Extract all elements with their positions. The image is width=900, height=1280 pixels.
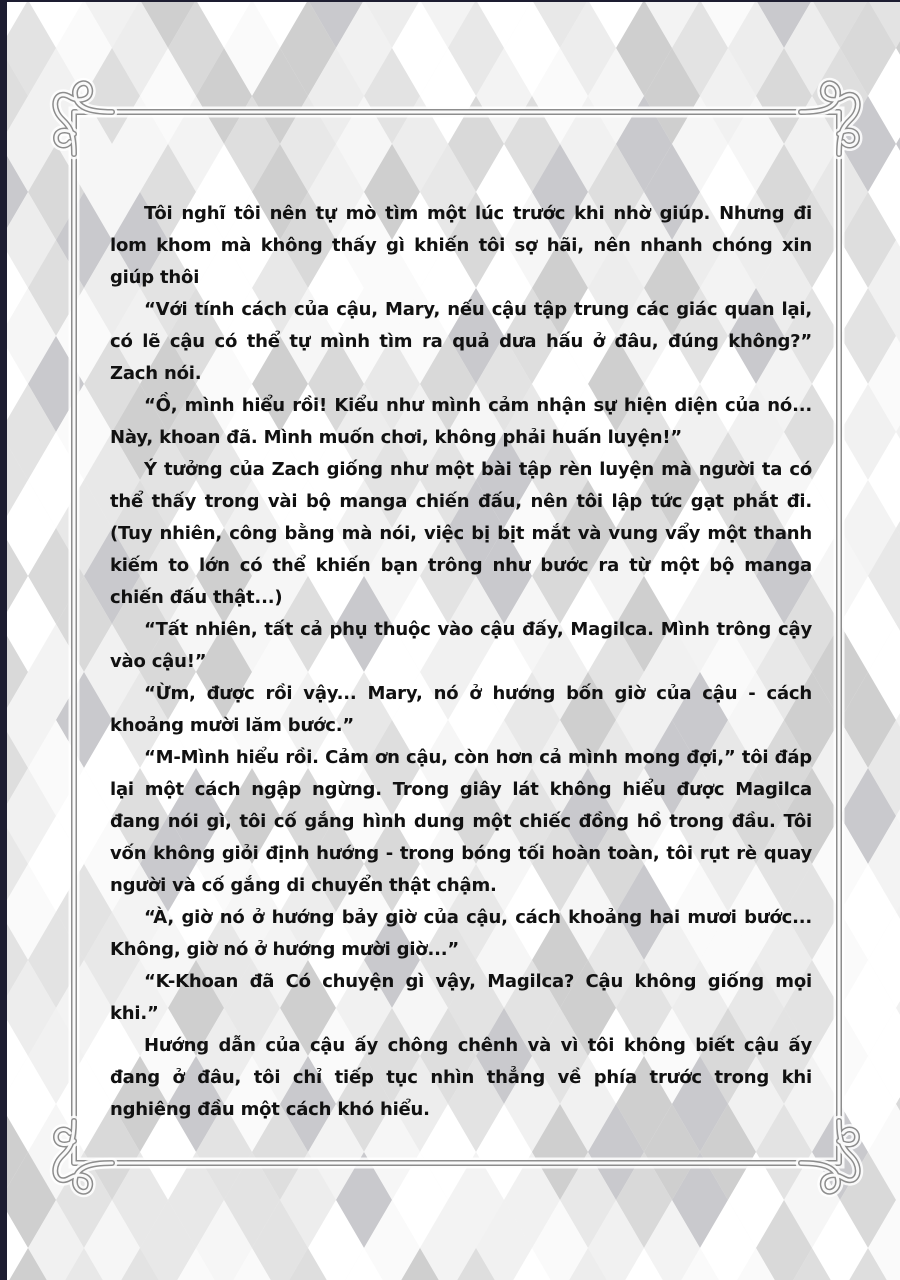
paragraph: “Tất nhiên, tất cả phụ thuộc vào cậu đấy, Magilca. Mình trông cậy vào cậu!”: [110, 619, 812, 672]
paragraph: Ý tưởng của Zach giống như một bài tập rèn luyện mà người ta có thể thấy trong vài bộ manga chiến đấu, nên tôi lập tức gạt phắt đi. (Tuy nhiên, công bằng mà nói, việc bị bịt mắt và vung vẩy một thanh kiếm to lớn có thể khiến bạn trông như bước ra từ một bộ manga chiến đấu thật...): [110, 459, 812, 608]
paragraph: “Ồ, mình hiểu rồi! Kiểu như mình cảm nhận sự hiện diện của nó... Này, khoan đã. Mình muốn chơi, không phải huấn luyện!”: [110, 395, 812, 448]
page-left-dark-edge: [0, 0, 7, 1280]
paragraph: “Với tính cách của cậu, Mary, nếu cậu tập trung các giác quan lại, có lẽ cậu có thể tự mình tìm ra quả dưa hấu ở đâu, đúng không?” Zach nói.: [110, 299, 812, 384]
paragraph: Tôi nghĩ tôi nên tự mò tìm một lúc trước khi nhờ giúp. Nhưng đi lom khom mà không thấy gì khiến tôi sợ hãi, nên nhanh chóng xin giúp thôi: [110, 203, 812, 288]
paragraph: “À, giờ nó ở hướng bảy giờ của cậu, cách khoảng hai mươi bước... Không, giờ nó ở hướng mười giờ...”: [110, 907, 812, 960]
paragraph: “K-Khoan đã Có chuyện gì vậy, Magilca? Cậu không giống mọi khi.”: [110, 971, 812, 1024]
paragraph: Hướng dẫn của cậu ấy chông chênh và vì tôi không biết cậu ấy đang ở đâu, tôi chỉ tiếp tục nhìn thẳng về phía trước trong khi nghiêng đầu một cách khó hiểu.: [110, 1035, 812, 1120]
paragraph: “M-Mình hiểu rồi. Cảm ơn cậu, còn hơn cả mình mong đợi,” tôi đáp lại một cách ngập ngừng. Trong giây lát không hiểu được Magilca đang nói gì, tôi cố gắng hình dung một chiếc đồng hồ trong đầu. Tôi vốn không giỏi định hướng - trong bóng tối hoàn toàn, tôi rụt rè quay người và cố gắng di chuyển thật chậm.: [110, 747, 812, 896]
text-block: [110, 198, 812, 1126]
page-top-dark-edge: [0, 0, 900, 2]
paragraph: “Ừm, được rồi vậy... Mary, nó ở hướng bốn giờ của cậu - cách khoảng mười lăm bước.”: [110, 683, 812, 736]
